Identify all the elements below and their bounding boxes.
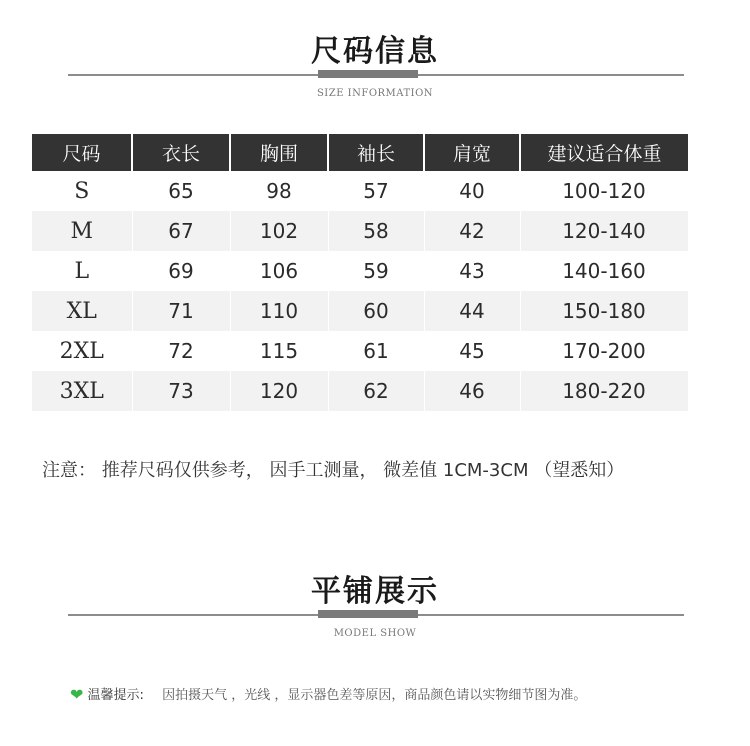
- cell-chest: 106: [230, 251, 328, 291]
- cell-size: 2XL: [32, 331, 132, 371]
- table-row: [32, 251, 688, 291]
- cell-length: 67: [132, 211, 230, 251]
- cell-sleeve: 57: [328, 171, 424, 211]
- cell-shoulder: 43: [424, 251, 520, 291]
- cell-weight: 100-120: [520, 171, 688, 211]
- tip-label: 温馨提示:: [87, 688, 144, 703]
- cell-weight: 170-200: [520, 331, 688, 371]
- size-table: [32, 134, 689, 411]
- table-row: [32, 371, 688, 411]
- cell-weight: 180-220: [520, 371, 688, 411]
- cell-weight: 140-160: [520, 251, 688, 291]
- size-section-subtitle: SIZE INFORMATION: [316, 88, 434, 99]
- cell-shoulder: 46: [424, 371, 520, 411]
- tip-line: [70, 684, 586, 704]
- header-shoulder: 肩宽: [424, 134, 520, 171]
- cell-shoulder: 44: [424, 291, 520, 331]
- header-size: 尺码: [32, 134, 132, 171]
- cell-sleeve: 59: [328, 251, 424, 291]
- header-sleeve: 袖长: [328, 134, 424, 171]
- header-weight: 建议适合体重: [520, 134, 688, 171]
- measurement-note: 注意： 推荐尺码仅供参考， 因手工测量， 微差值 1CM-3CM （望悉知）: [42, 460, 625, 481]
- cell-chest: 98: [230, 171, 328, 211]
- cell-weight: 150-180: [520, 291, 688, 331]
- table-row: [32, 331, 688, 371]
- cell-chest: 120: [230, 371, 328, 411]
- cell-length: 71: [132, 291, 230, 331]
- cell-shoulder: 42: [424, 211, 520, 251]
- cell-weight: 120-140: [520, 211, 688, 251]
- cell-sleeve: 61: [328, 331, 424, 371]
- header-length: 衣长: [132, 134, 230, 171]
- size-title-accent-bar: [318, 70, 418, 78]
- cell-sleeve: 60: [328, 291, 424, 331]
- cell-length: 65: [132, 171, 230, 211]
- cell-sleeve: 58: [328, 211, 424, 251]
- heart-icon: ❤: [70, 685, 84, 704]
- table-row: [32, 211, 688, 251]
- header-chest: 胸围: [230, 134, 328, 171]
- cell-size: L: [32, 251, 132, 291]
- model-title-accent-bar: [318, 610, 418, 618]
- cell-size: XL: [32, 291, 132, 331]
- cell-length: 73: [132, 371, 230, 411]
- cell-length: 69: [132, 251, 230, 291]
- tip-text: 因拍摄天气 ，光线 ，显示器色差等原因，商品颜色请以实物细节图为准。: [162, 688, 587, 703]
- cell-size: M: [32, 211, 132, 251]
- cell-size: 3XL: [32, 371, 132, 411]
- cell-size: S: [32, 171, 132, 211]
- cell-length: 72: [132, 331, 230, 371]
- size-table-header-row: [32, 134, 688, 171]
- model-section-title: 平铺展示: [311, 574, 439, 609]
- size-section-title: 尺码信息: [311, 34, 439, 69]
- cell-shoulder: 45: [424, 331, 520, 371]
- table-row: [32, 291, 688, 331]
- cell-shoulder: 40: [424, 171, 520, 211]
- cell-chest: 110: [230, 291, 328, 331]
- table-row: [32, 171, 688, 211]
- cell-chest: 102: [230, 211, 328, 251]
- cell-sleeve: 62: [328, 371, 424, 411]
- model-section-subtitle: MODEL SHOW: [333, 628, 417, 639]
- cell-chest: 115: [230, 331, 328, 371]
